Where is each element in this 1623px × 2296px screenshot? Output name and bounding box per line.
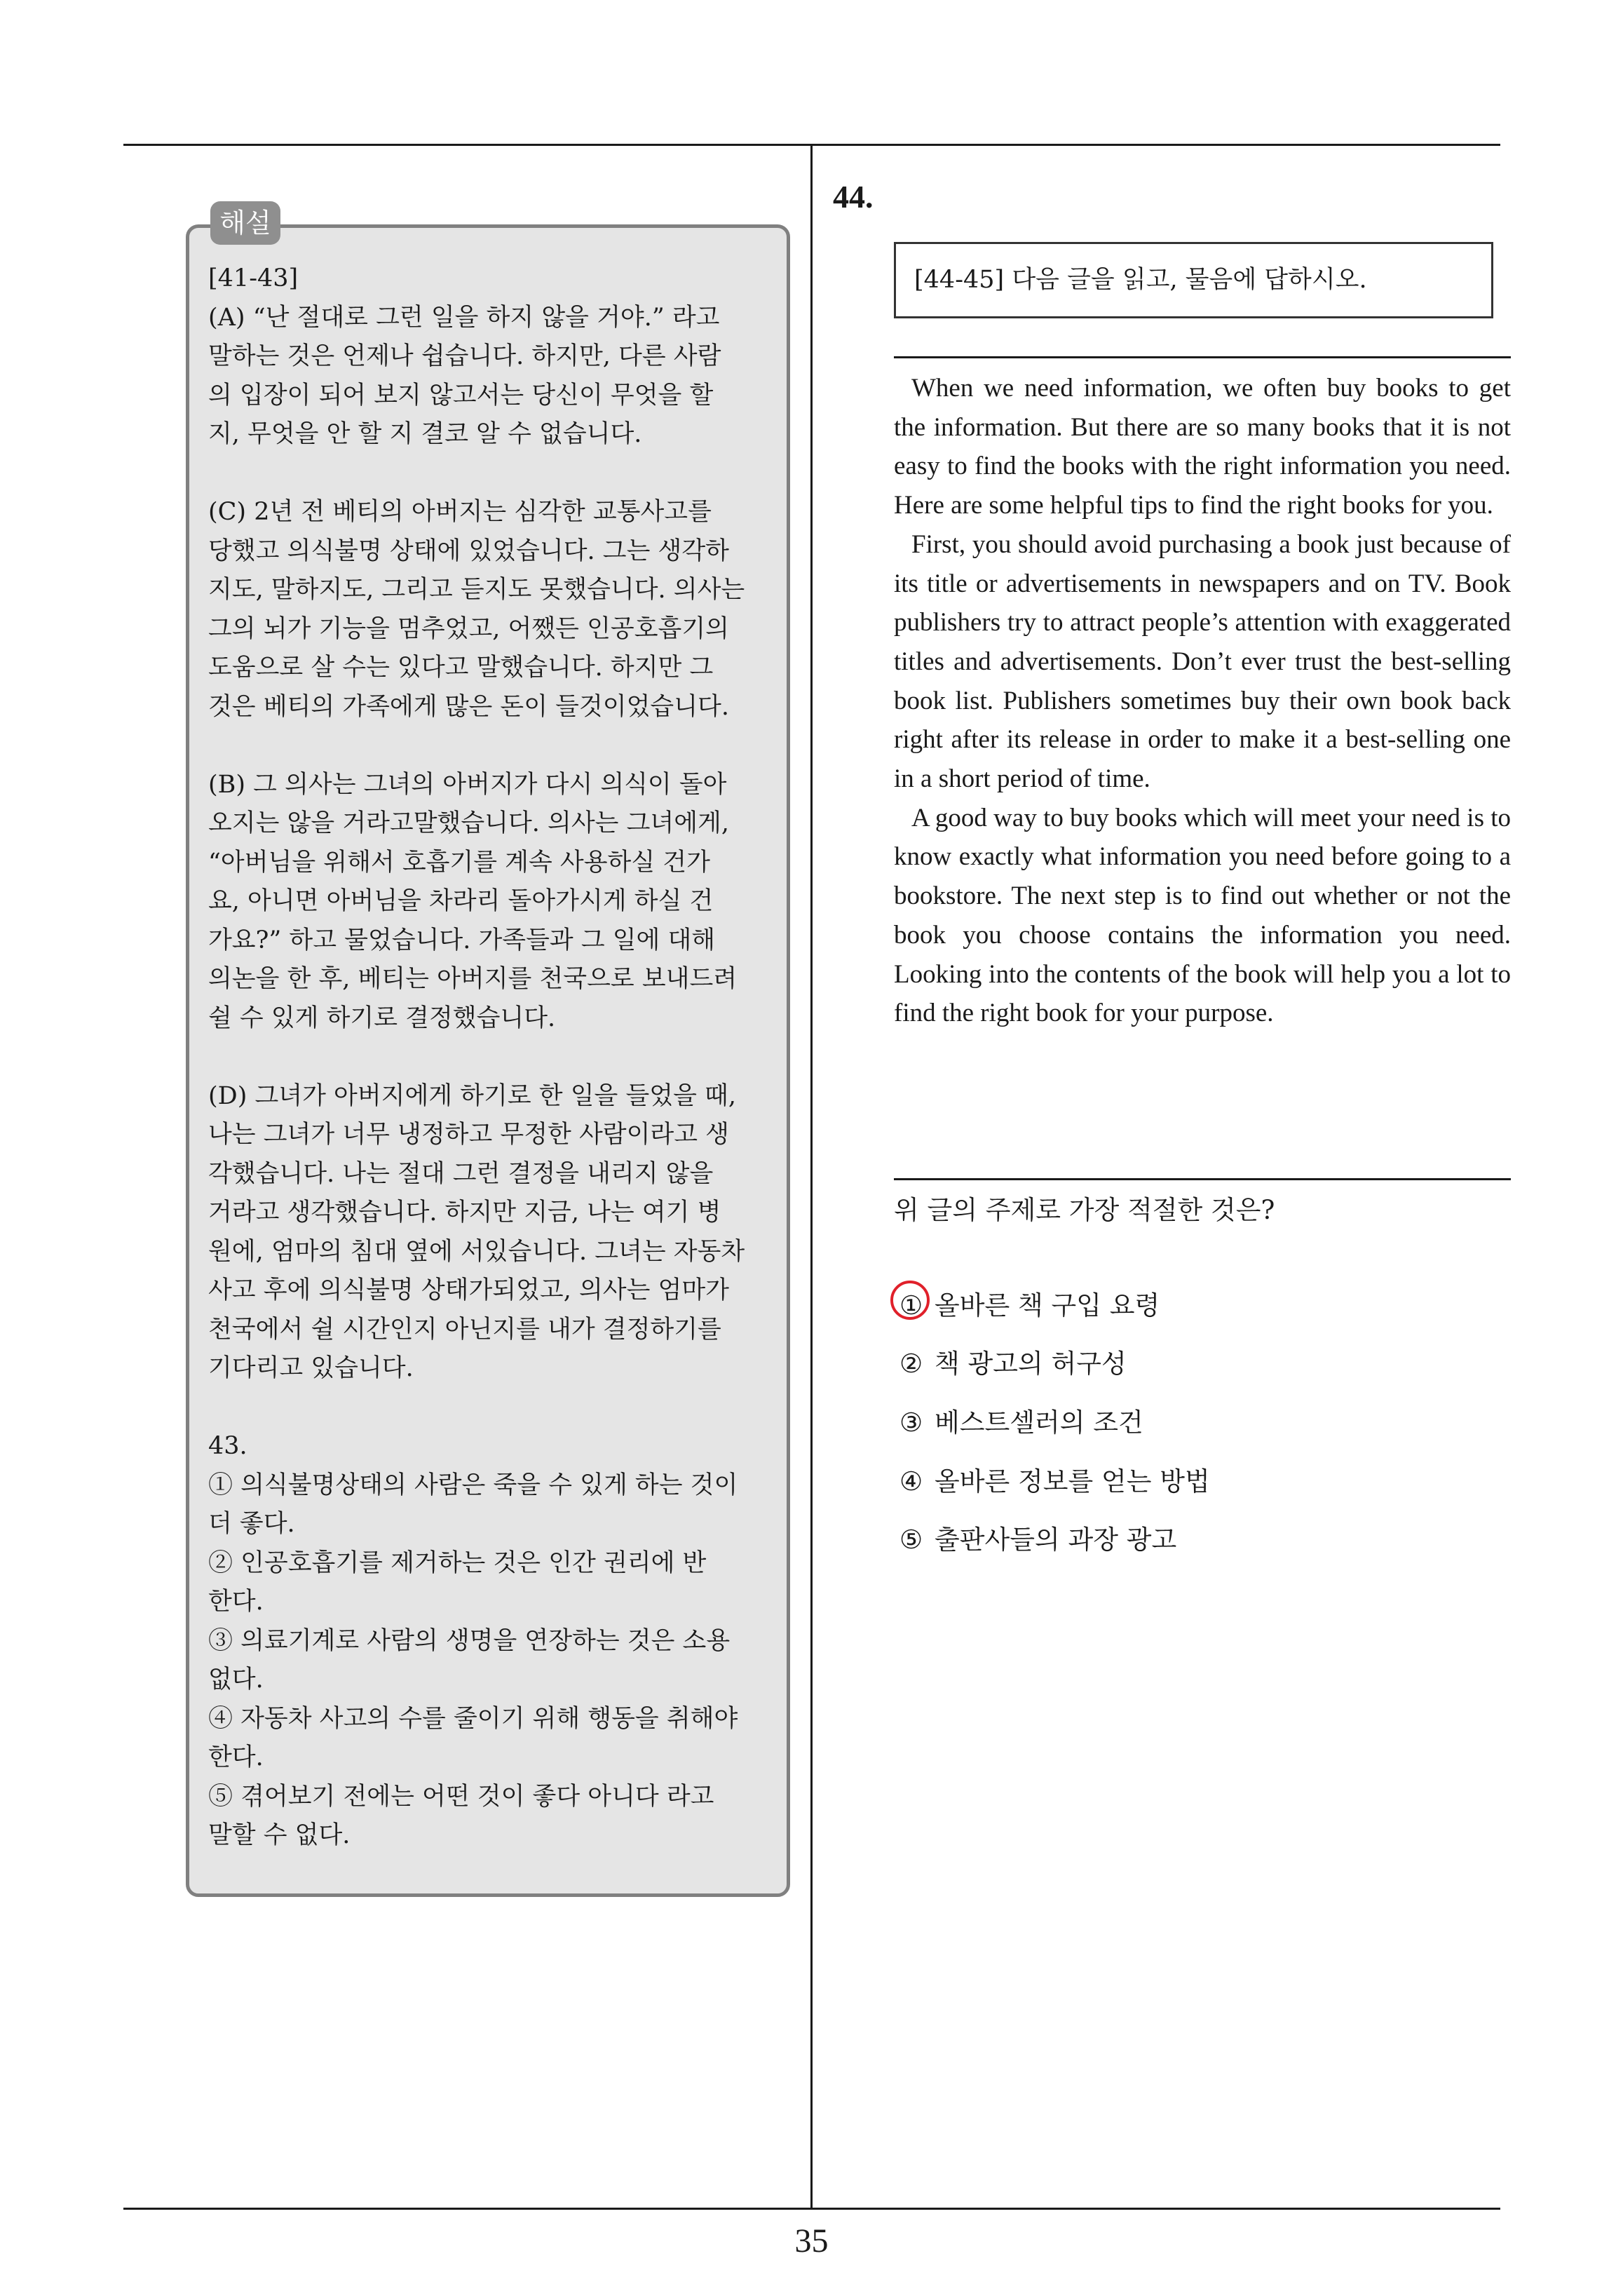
sol-line: 의논을 한 후, 베티는 아버지를 천국으로 보내드려	[208, 965, 738, 993]
passage-bottom-rule	[894, 1178, 1511, 1180]
sol-line: 당했고 의식불명 상태에 있었습니다. 그는 생각하	[208, 536, 729, 565]
choice-number: ③	[899, 1407, 923, 1438]
sol-line: ④ 자동차 사고의 수를 줄이기 위해 행동을 취해야	[208, 1704, 738, 1733]
sol-line: 말하는 것은 언제나 쉽습니다. 하지만, 다른 사람	[208, 342, 721, 370]
choice-text: 베스트셀러의 조건	[935, 1407, 1143, 1438]
sol-line: “아버님을 위해서 호흡기를 계속 사용하실 건가	[208, 848, 710, 877]
sol-line: ① 의식불명상태의 사람은 죽을 수 있게 하는 것이	[208, 1471, 738, 1499]
sol-line: 요, 아니면 아버님을 차라리 돌아가시게 하실 건	[208, 887, 714, 915]
sol-line: 43.	[208, 1432, 247, 1460]
sol-line: 것은 베티의 가족에게 많은 돈이 들것이었습니다.	[208, 692, 729, 721]
sol-line: 쉴 수 있게 하기로 결정했습니다.	[208, 1004, 556, 1032]
sol-line: 지도, 말하지도, 그리고 듣지도 못했습니다. 의사는	[208, 576, 745, 604]
bottom-rule	[123, 2208, 1500, 2210]
sol-line: ② 인공호흡기를 제거하는 것은 인간 권리에 반	[208, 1548, 707, 1577]
sol-line: 말할 수 없다.	[208, 1821, 351, 1849]
choice-number: ①	[899, 1290, 923, 1321]
sol-line: 나는 그녀가 너무 냉정하고 무정한 사람이라고 생	[208, 1121, 729, 1149]
choice-text: 출판사들의 과장 광고	[935, 1525, 1177, 1555]
choice-number: ⑤	[899, 1525, 923, 1555]
answer-choice[interactable]	[899, 1286, 1160, 1325]
sol-line: 기다리고 있습니다.	[208, 1354, 414, 1382]
choice-number: ②	[899, 1349, 923, 1379]
sol-line: 의 입장이 되어 보지 않고서는 당신이 무엇을 할	[208, 381, 714, 410]
sol-line: 가요?” 하고 물었습니다. 가족들과 그 일에 대해	[208, 926, 716, 954]
sol-line: (A) “난 절대로 그런 일을 하지 않을 거야.” 라고	[208, 303, 720, 332]
sol-line: 도움으로 살 수는 있다고 말했습니다. 하지만 그	[208, 654, 714, 682]
instruction-box: [44-45] 다음 글을 읽고, 물음에 답하시오.	[894, 242, 1493, 318]
sol-line: (C) 2년 전 베티의 아버지는 심각한 교통사고를	[208, 498, 712, 526]
passage-paragraph: A good way to buy books which will meet your need is to know exactly what information you need before going to a bookstore. The next step is to find out whether or not the book you choose contains the information you need. Looking into the contents of the book will help you a lot to find the right book for your purpose.	[894, 803, 1512, 1028]
sol-line: 원에, 엄마의 침대 옆에 서있습니다. 그녀는 자동차	[208, 1237, 745, 1266]
sol-line: 없다.	[208, 1666, 264, 1694]
solution-tag: 해설	[210, 201, 280, 245]
passage-paragraph: When we need information, we often buy books to get the information. But there are so many books that it is not easy to find the books with the right information you need. Here are some helpful tips to find the right books for you.	[894, 374, 1511, 520]
sol-line: ③ 의료기계로 사람의 생명을 연장하는 것은 소용	[208, 1626, 731, 1655]
sol-line: 천국에서 쉴 시간인지 아닌지를 내가 결정하기를	[208, 1315, 721, 1344]
solution-text	[208, 259, 773, 1856]
choice-text: 책 광고의 허구성	[935, 1349, 1127, 1379]
reading-passage	[894, 369, 1511, 1033]
question-prompt: 위 글의 주제로 가장 적절한 것은?	[894, 1195, 1275, 1225]
answer-choice[interactable]	[899, 1520, 1176, 1560]
column-divider	[810, 144, 813, 2210]
answer-choice[interactable]	[899, 1344, 1127, 1384]
answer-choice[interactable]	[899, 1462, 1210, 1501]
sol-line: 지, 무엇을 안 할 지 결코 알 수 없습니다.	[208, 420, 642, 448]
sol-line: 더 좋다.	[208, 1510, 295, 1538]
passage-top-rule	[894, 356, 1511, 358]
choice-number: ④	[899, 1466, 923, 1497]
choice-text: 올바른 책 구입 요령	[935, 1290, 1160, 1321]
sol-line: [41-43]	[208, 264, 299, 292]
sol-line: 한다.	[208, 1588, 264, 1616]
sol-line: 한다.	[208, 1743, 264, 1771]
sol-line: (B) 그 의사는 그녀의 아버지가 다시 의식이 돌아	[208, 770, 727, 799]
sol-line: (D) 그녀가 아버지에게 하기로 한 일을 들었을 때,	[208, 1081, 736, 1110]
sol-line: 각했습니다. 나는 절대 그런 결정을 내리지 않을	[208, 1159, 714, 1188]
sol-line: 그의 뇌가 기능을 멈추었고, 어쨌든 인공호흡기의	[208, 614, 729, 643]
sol-line: ⑤ 겪어보기 전에는 어떤 것이 좋다 아니다 라고	[208, 1782, 714, 1811]
sol-line: 오지는 않을 거라고말했습니다. 의사는 그녀에게,	[208, 809, 729, 837]
passage-paragraph: First, you should avoid purchasing a book just because of its title or advertisements in newspapers and on TV. Book publishers try to attract people’s attention with exaggerated titles and advertisements. Don’t ever trust the best-selling book list. Publishers sometimes buy their own book back right after its release in order to make it a best-selling one in a short period of time.	[894, 529, 1511, 794]
sol-line: 사고 후에 의식불명 상태가되었고, 의사는 엄마가	[208, 1276, 729, 1304]
sol-line: 거라고 생각했습니다. 하지만 지금, 나는 여기 병	[208, 1198, 721, 1227]
question-number: 44.	[833, 179, 874, 215]
answer-choice[interactable]	[899, 1403, 1143, 1443]
choice-text: 올바른 정보를 얻는 방법	[935, 1466, 1210, 1497]
page-number: 35	[794, 2222, 829, 2260]
